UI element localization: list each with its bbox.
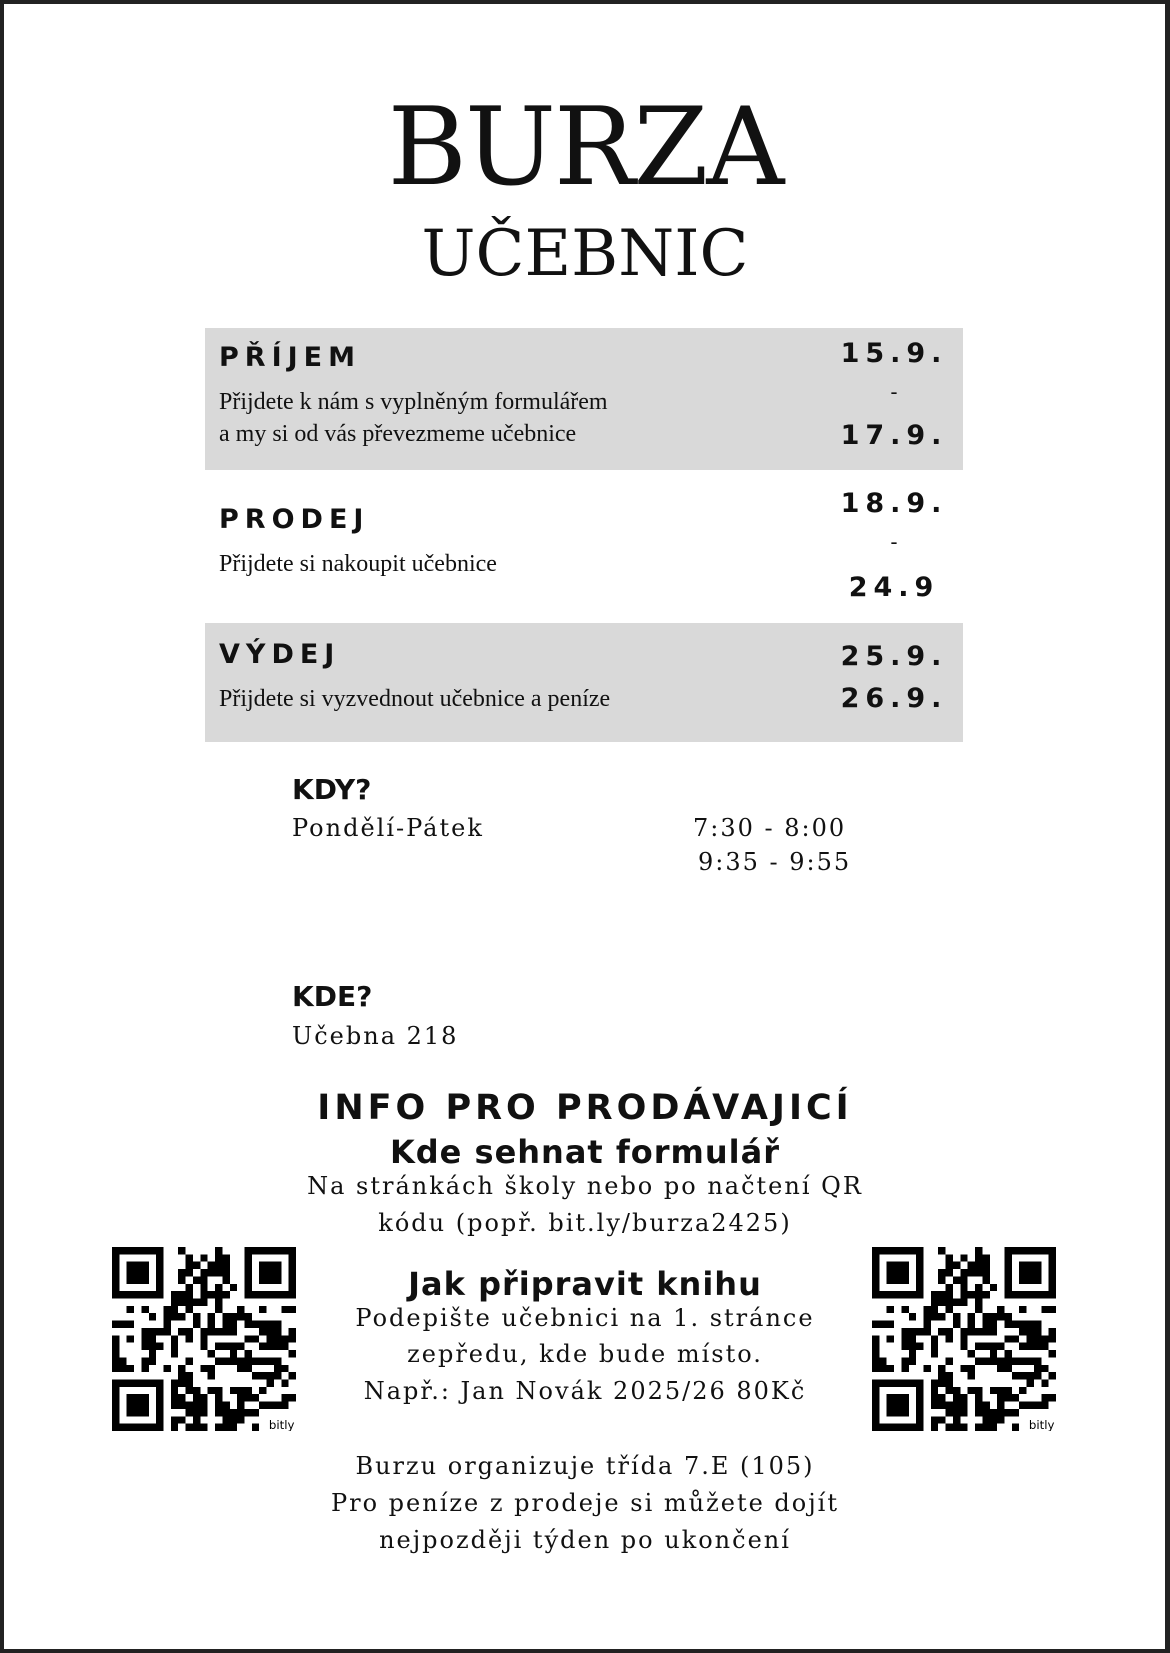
payout-note: nejpozději týden po ukončení (379, 1526, 791, 1554)
phase-name: PRODEJ (219, 504, 370, 535)
prep-heading: Jak připravit knihu (408, 1265, 762, 1303)
date-separator: - (890, 380, 898, 404)
info-title: INFO PRO PRODÁVAJICÍ (317, 1088, 853, 1128)
phase-name: VÝDEJ (219, 639, 341, 670)
phase-sale (205, 478, 963, 616)
phase-description: Přijdete si nakoupit učebnice (219, 551, 497, 577)
svg-text:bitly: bitly (1028, 1417, 1055, 1431)
form-heading: Kde sehnat formulář (389, 1133, 781, 1171)
when-heading: KDY? (292, 773, 372, 806)
phase-description: Přijdete si vyzvednout učebnice a peníze (219, 686, 611, 712)
date-from: 15.9. (840, 338, 948, 369)
payout-note: Pro peníze z prodeje si můžete dojít (330, 1489, 839, 1517)
date-separator: - (890, 530, 898, 554)
phase-name: PŘÍJEM (219, 342, 361, 373)
phase-description: a my si od vás převezmeme učebnice (219, 421, 577, 447)
date-first: 25.9. (840, 641, 948, 672)
when-time: 9:35 - 9:55 (698, 848, 852, 876)
qr-code-icon[interactable] (872, 1247, 1056, 1431)
date-second: 26.9. (840, 683, 948, 714)
phase-intake (205, 328, 963, 470)
phase-pickup (205, 623, 963, 742)
form-instructions: Na stránkách školy nebo po načtení QR (307, 1172, 863, 1200)
date-to: 24.9 (848, 572, 940, 603)
when-days: Pondělí-Pátek (292, 814, 484, 842)
date-to: 17.9. (840, 420, 948, 451)
prep-instructions: Podepište učebnici na 1. stránce (355, 1304, 815, 1332)
organizer-note: Burzu organizuje třída 7.E (105) (355, 1452, 815, 1480)
page-subtitle: UČEBNIC (421, 217, 749, 291)
phase-description: Přijdete k nám s vyplněným formulářem (219, 389, 608, 415)
prep-instructions: zepředu, kde bude místo. (407, 1340, 763, 1368)
where-heading: KDE? (292, 980, 373, 1013)
date-from: 18.9. (840, 488, 948, 519)
page-title: BURZA (387, 85, 783, 210)
form-instructions: kódu (popř. bit.ly/burza2425) (378, 1209, 792, 1237)
qr-code-icon[interactable] (112, 1247, 296, 1431)
svg-text:bitly: bitly (268, 1417, 295, 1431)
where-place: Učebna 218 (292, 1022, 459, 1050)
when-time: 7:30 - 8:00 (693, 814, 847, 842)
prep-example: Např.: Jan Novák 2025/26 80Kč (363, 1377, 807, 1405)
